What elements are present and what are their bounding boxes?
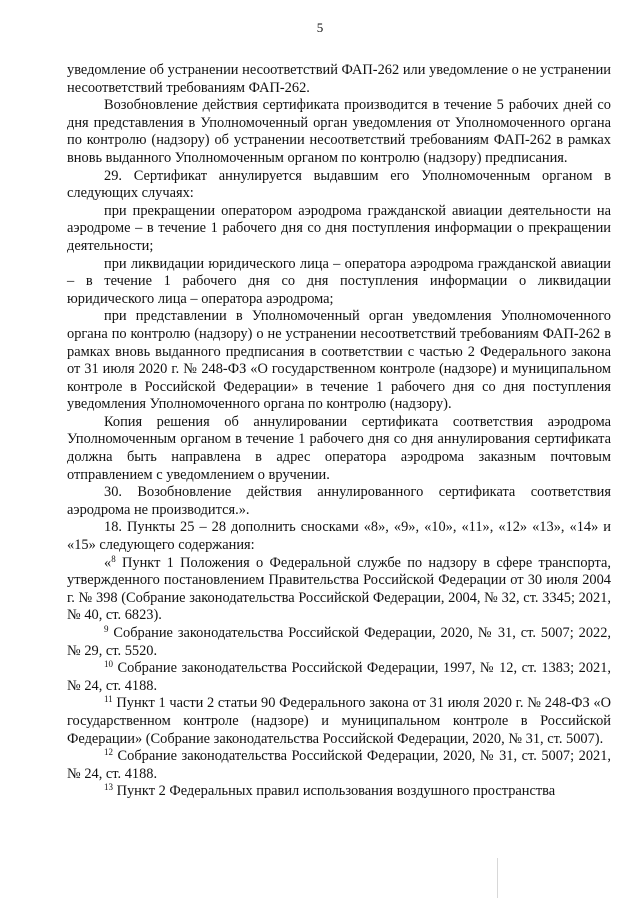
footnote-number: 9: [104, 624, 109, 634]
paragraph-case-liquidation: [67, 256, 611, 309]
paragraph-item-29: [67, 168, 611, 203]
footnote-number: 8: [111, 553, 116, 564]
paragraph-text: 29. Сертификат аннулируется выдавшим его Уполномоченным органом в следующих случаях:: [67, 167, 611, 202]
footnote-text: Собрание законодательства Российской Федерации, 2020, № 31, ст. 5007; 2021, № 24, ст. 4188.: [67, 748, 611, 782]
paragraph-text: уведомление об устранении несоответствий ФАП-262 или уведомление о не устранении несоответствий требованиям ФАП-262.: [67, 62, 611, 96]
footnote-number: 10: [104, 659, 113, 670]
footnote-text: Собрание законодательства Российской Федерации, 1997, № 12, ст. 1383; 2021, № 24, ст. 4188.: [67, 660, 611, 694]
document-body: [67, 62, 611, 801]
paragraph-continuation: [67, 62, 611, 97]
paragraph-renewal: [67, 97, 611, 167]
paragraph-text: при ликвидации юридического лица – оператора аэродрома гражданской авиации – в течение 1 рабочего дня со дня поступления информации о ликвидации юридического лица – оператора аэродрома;: [67, 255, 611, 307]
footnote-11: [67, 695, 611, 748]
page-number: 5: [316, 20, 324, 35]
footnote-text: Пункт 2 Федеральных правил использования воздушного пространства: [113, 783, 556, 800]
paragraph-case-notification: [67, 308, 611, 414]
paragraph-text: 30. Возобновление действия аннулированного сертификата соответствия аэродрома не производится.».: [67, 484, 611, 518]
paragraph-text: при прекращении оператором аэродрома гражданской авиации деятельности на аэродроме – в течение 1 рабочего дня со дня поступления информации о прекращении деятельности;: [67, 202, 611, 254]
scan-artifact-line: [497, 858, 498, 898]
footnote-13: [67, 783, 611, 801]
footnote-8: [67, 555, 611, 625]
footnote-text: Пункт 1 Положения о Федеральной службе по надзору в сфере транспорта, утвержденного постановлением Правительства Российской Федерации от 30 июля 2004 г. № 398 (Собрание законодательства Российской Федерации, 2004, № 32, ст. 3345; 2021, № 40, ст. 6823).: [67, 554, 611, 624]
footnote-quote: «: [104, 554, 112, 571]
paragraph-item-30: [67, 484, 611, 519]
footnote-text: Собрание законодательства Российской Федерации, 2020, № 31, ст. 5007; 2022, № 29, ст. 5520.: [67, 625, 611, 659]
footnote-number: 13: [104, 782, 113, 793]
paragraph-text: Копия решения об аннулировании сертификата соответствия аэродрома Уполномоченным органом в течение 1 рабочего дня со дня аннулирования сертификата должна быть направлена в адрес оператора аэродрома заказным почтовым отправлением с уведомлением о вручении.: [67, 413, 611, 483]
footnote-number: 11: [104, 694, 113, 705]
paragraph-case-termination: [67, 203, 611, 256]
footnote-9: [67, 625, 611, 660]
footnote-number: 12: [104, 747, 113, 758]
paragraph-text: при представлении в Уполномоченный орган уведомления Уполномоченного органа по контролю (надзору) о не устранении несоответствий требованиям ФАП-262 в рамках вновь выданного предписания в соответствии с частью 2 Федерального закона от 31 июля 2020 г. № 248-ФЗ «О государственном контроле (надзоре) и муниципальном контроле в Российской Федерации» в течение 1 рабочего дня со дня поступления уведомления Уполномоченного органа по контролю (надзору).: [67, 308, 611, 413]
footnote-12: [67, 748, 611, 783]
footnote-10: [67, 660, 611, 695]
paragraph-copy-decision: [67, 414, 611, 484]
paragraph-text: 18. Пункты 25 – 28 дополнить сносками «8», «9», «10», «11», «12» «13», «14» и «15» следующего содержания:: [67, 519, 611, 554]
footnote-text: Пункт 1 части 2 статьи 90 Федерального закона от 31 июля 2020 г. № 248-ФЗ «О государственном контроле (надзоре) и муниципальном контроле в Российской Федерации» (Собрание законодательства Российской Федерации, 2020, № 31, ст. 5007).: [67, 695, 611, 747]
paragraph-text: Возобновление действия сертификата производится в течение 5 рабочих дней со дня представления в Уполномоченный орган уведомления от Уполномоченного органа по контролю (надзору) об устранении несоответствий требованиям ФАП-262 в рамках вновь выданного Уполномоченным органом по контролю (надзору) предписания.: [67, 97, 611, 166]
paragraph-item-18: [67, 519, 611, 554]
